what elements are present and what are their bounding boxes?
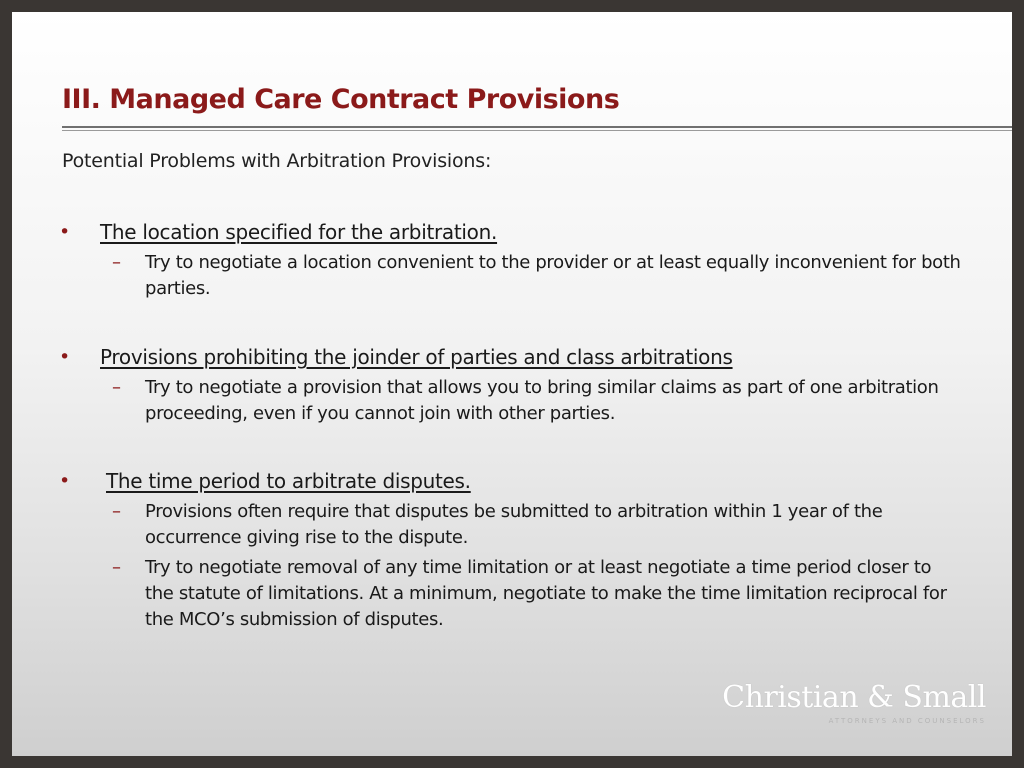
firm-logo (722, 680, 986, 725)
bullet-heading: Provisions prohibiting the joinder of parties and class arbitrations (100, 345, 733, 369)
logo-tagline: ATTORNEYS AND COUNSELORS (828, 717, 986, 725)
sub-bullet-text: Try to negotiate a provision that allows you to bring similar claims as part of one arbitration proceeding, even if you cannot join with other parties. (145, 377, 939, 424)
dash-marker: – (112, 252, 121, 273)
sub-bullet-text: Provisions often require that disputes be submitted to arbitration within 1 year of the occurrence giving rise to the dispute. (145, 501, 883, 548)
bullet-heading: The location specified for the arbitration. (100, 220, 498, 244)
sub-bullet (12, 499, 1012, 551)
sub-bullet-text: Try to negotiate a location convenient to the provider or at least equally inconvenient for both parties. (145, 252, 961, 299)
slide (12, 12, 1012, 756)
slide-title: III. Managed Care Contract Provisions (62, 84, 620, 115)
slide-subtitle: Potential Problems with Arbitration Provisions: (62, 150, 492, 172)
bullet-marker: • (59, 346, 71, 368)
bullet-item (12, 218, 1012, 302)
bullet-heading: The time period to arbitrate disputes. (106, 469, 471, 493)
dash-marker: – (112, 557, 121, 578)
sub-bullet (12, 250, 1012, 302)
title-divider (62, 126, 1012, 131)
dash-marker: – (112, 377, 121, 398)
bullet-item (12, 343, 1012, 427)
bullet-item (12, 467, 1012, 633)
dash-marker: – (112, 501, 121, 522)
logo-name: Christian & Small (722, 680, 986, 715)
sub-bullet-text: Try to negotiate removal of any time limitation or at least negotiate a time period closer to the statute of limitations. At a minimum, negotiate to make the time limitation reciprocal for the MCO’s submission of disputes. (145, 557, 947, 630)
sub-bullet (12, 375, 1012, 427)
bullet-marker: • (59, 221, 71, 243)
bullet-marker: • (59, 470, 71, 492)
sub-bullet (12, 555, 1012, 633)
